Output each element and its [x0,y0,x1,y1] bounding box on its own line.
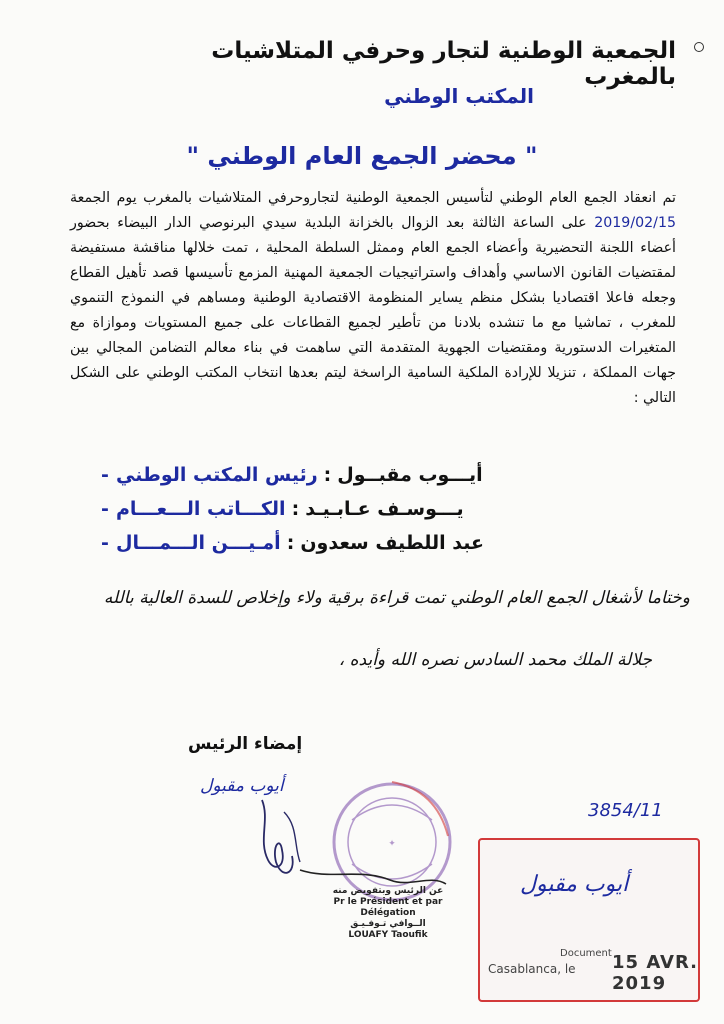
member-role: رئيس المكتب الوطني [116,464,318,486]
member-role: الكـــاتب الـــعـــام [116,498,286,520]
closing-line-1: وختاما لأشغال الجمع العام الوطني تمت قراءة برقية ولاء وإخلاص للسدة العالية بالله [103,588,690,608]
meeting-date: 2019/02/15 [594,215,676,231]
closing-line-2: جلالة الملك محمد السادس نصره الله وأيده ، [338,650,652,670]
stamp-line-3: الــوافي تـوفـيـق [350,919,426,929]
member-name: أيـــوب مقبــول [337,464,483,486]
president-signature-icon [262,800,293,873]
stamp-line-1: عن الرئيس وبتفويض منه [332,886,444,896]
signature-label: إمضاء الرئيس [188,734,303,754]
member-separator: : [291,498,300,520]
list-dash: - [101,532,109,554]
office-name: المكتب الوطني [384,84,534,108]
member-name: عبد اللطيف سعدون [300,532,484,554]
delegation-stamp [318,886,458,941]
body-part-2: على الساعة الثالثة بعد الزوال بالخزانة البلدية سيدي البرنوصي الدار البيضاء بحضور أعضاء اللجنة التحضيرية وأعضاء الجمع العام وممثل السلطة المحلية ، تمت خلالها مناقشة مستفيضة لمقتضيات القانون الاساسي وأهداف واستراتيجيات الجمعية المهنية المزمع تأسيسها قصد تأهيل القطاع وجعله فاعلا اقتصاديا بشكل منظم يساير المنظومة الاقتصادية الوطنية ومساهم في النموذج التنموي للمغرب ، تماشيا مع ما تنشده بلادنا من تأطير لجميع القطاعات على جميع المستويات وموازاة مع المتغيرات الدستورية ومقتضيات الجهوية المتقدمة التي ساهمت في بناء معالم التضامن المجالي بين جهات المملكة ، تنزيلا للإرادة الملكية السامية الراسخة ليتم بعدها انتخاب المكتب الوطني على الشكل التالي : [70,215,676,406]
legalization-handwritten-name: أيوب مقبول [520,872,629,897]
member-name: يـــوسـف عـابـيـد [305,498,464,520]
document-title: " محضر الجمع العام الوطني " [186,142,538,170]
member-role: أمـيـــن الـــمـــال [116,532,281,554]
stamp-line-4: LOUAFY Taoufik [348,930,428,940]
organization-name: الجمعية الوطنية لتجار وحرفي المتلاشيات بالمغرب [211,38,676,90]
body-part-1: تم انعقاد الجمع العام الوطني لتأسيس الجمعية الوطنية لتجاروحرفي المتلاشيات بالمغرب يوم الجمعة [70,190,676,206]
legalization-number: 3854/11 [588,800,663,821]
list-dash: - [101,464,109,486]
legalization-city-label: Casablanca, le [488,962,576,976]
member-separator: : [286,532,295,554]
legalization-document-label: Document [560,948,612,959]
signature-name: أيوب مقبول [200,776,284,796]
association-stamp-icon [334,784,450,900]
member-separator: : [323,464,332,486]
stamp-line-2: Pr le Président et par Délégation [333,897,443,918]
svg-text:✦: ✦ [388,839,396,849]
legalization-date: 15 AVR. 2019 [612,952,698,994]
list-dash: - [101,498,109,520]
